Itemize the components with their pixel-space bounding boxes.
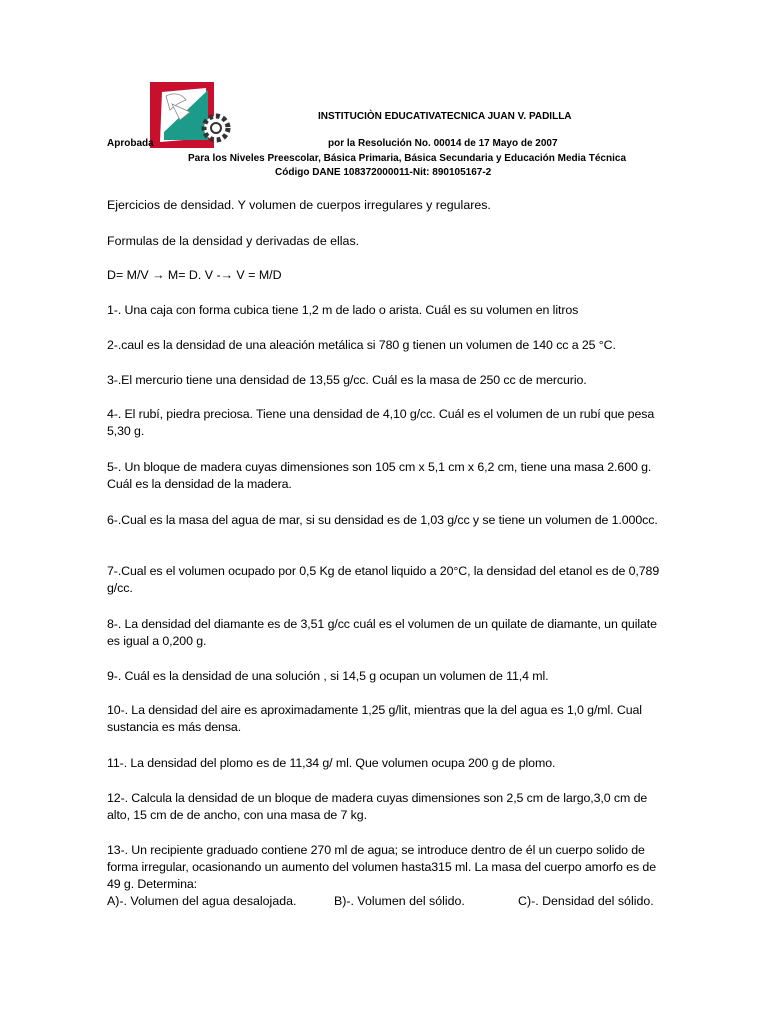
exercise-6: 6-.Cual es la masa del agua de mar, si su densidad es de 1,03 g/cc y se tiene un volumen de 1.000cc.: [107, 513, 658, 527]
school-crest-icon: [150, 82, 232, 148]
exercise-11: 11-. La densidad del plomo es de 11,34 g/ ml. Que volumen ocupa 200 g de plomo.: [107, 756, 556, 770]
exercise-12: 12-. Calcula la densidad de un bloque de madera cuyas dimensiones son 2,5 cm de largo,3,0 cm de alto, 15 cm de de ancho, con una masa de 7 kg.: [107, 791, 648, 822]
exercise-9: 9-. Cuál es la densidad de una solución , si 14,5 g ocupan un volumen de 11,4 ml.: [107, 669, 549, 683]
exercise-10: 10-. La densidad del aire es aproximadamente 1,25 g/lit, mientras que la del agua es 1,0 g/ml. Cual sustancia es más densa.: [107, 703, 642, 734]
education-levels: Para los Niveles Preescolar, Básica Primaria, Básica Secundaria y Educación Media Técnica: [188, 153, 627, 164]
option-b: B)-. Volumen del sólido.: [334, 894, 465, 908]
exercise-7: 7-.Cual es el volumen ocupado por 0,5 Kg de etanol liquido a 20°C, la densidad del etanol es de 0,789 g/cc.: [107, 564, 660, 595]
option-a: A)-. Volumen del agua desalojada.: [107, 894, 297, 908]
exercise-4: 4-. El rubí, piedra preciosa. Tiene una densidad de 4,10 g/cc. Cuál es el volumen de un rubí que pesa 5,30 g.: [107, 407, 655, 438]
exercise-13: 13-. Un recipiente graduado contiene 270 ml de agua; se introduce dentro de él un cuerpo solido de forma irregular, ocasionando un aumento del volumen hasta315 ml. La masa del cuerpo amorfo es de 49 g. Determina:: [107, 843, 656, 891]
approval-label: Aprobada: [107, 138, 154, 149]
dane-code: Código DANE 108372000011-Nit: 890105167-2: [275, 167, 492, 178]
institution-title: INSTITUCIÒN EDUCATIVATECNICA JUAN V. PADILLA: [318, 111, 572, 122]
exercise-1: 1-. Una caja con forma cubica tiene 1,2 m de lado o arista. Cuál es su volumen en litros: [107, 303, 579, 317]
exercise-3: 3-.El mercurio tiene una densidad de 13,55 g/cc. Cuál es la masa de 250 cc de mercurio.: [107, 373, 587, 387]
exercise-8: 8-. La densidad del diamante es de 3,51 g/cc cuál es el volumen de un quilate de diamante, un quilate es igual a 0,200 g.: [107, 617, 657, 648]
formulas-heading: Formulas de la densidad y derivadas de ellas.: [107, 234, 360, 248]
worksheet-title: Ejercicios de densidad. Y volumen de cuerpos irregulares y regulares.: [107, 198, 491, 212]
exercise-5: 5-. Un bloque de madera cuyas dimensiones son 105 cm x 5,1 cm x 6,2 cm, tiene una masa 2.600 g. Cuál es la densidad de la madera.: [107, 460, 652, 491]
resolution-text: por la Resolución No. 00014 de 17 Mayo de 2007: [328, 138, 558, 149]
density-formula: D= M/V → M= D. V -→ V = M/D: [107, 268, 282, 282]
option-c: C)-. Densidad del sólido.: [518, 894, 654, 908]
exercise-2: 2-.caul es la densidad de una aleación metálica si 780 g tienen un volumen de 140 cc a 25 °C.: [107, 338, 616, 352]
